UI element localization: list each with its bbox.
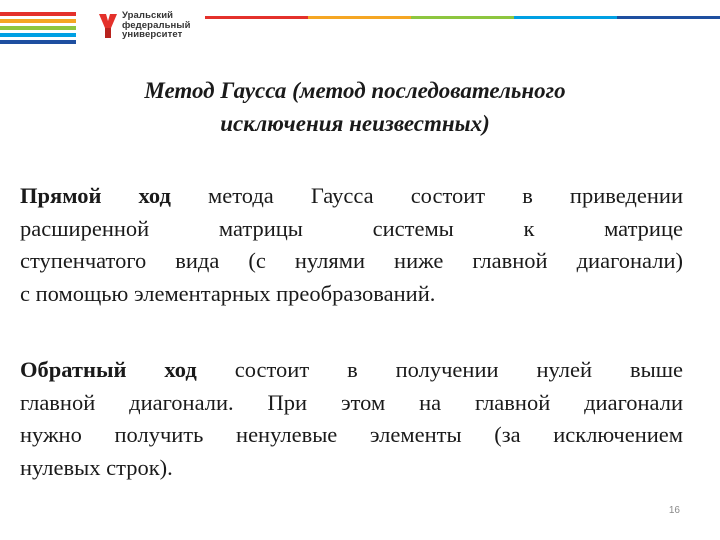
brand-stripe xyxy=(0,40,76,44)
slide-number: 16 xyxy=(668,505,680,516)
university-name xyxy=(122,11,191,40)
brand-bar-segment xyxy=(205,16,308,19)
brand-stripe xyxy=(0,19,76,23)
paragraph-line: нужно получить ненулевые элементы (за исключением xyxy=(20,422,683,447)
brand-bar-segment xyxy=(308,16,411,19)
brand-bar-segment xyxy=(617,16,720,19)
paragraph-line: главной диагонали. При этом на главной диагонали xyxy=(20,389,683,415)
term-forward-pass: Прямой ход xyxy=(20,183,171,208)
paragraph-line: нулевых строк). xyxy=(20,454,173,480)
brand-stripes xyxy=(0,12,76,47)
urfu-logo-icon xyxy=(98,13,118,39)
paragraph-line xyxy=(20,354,683,387)
logo-line: университет xyxy=(122,29,183,40)
logo-line: Уральский xyxy=(122,10,174,21)
term-backward-pass: Обратный ход xyxy=(20,357,197,382)
paragraph-text: состоит в получении нулей выше xyxy=(196,357,684,382)
brand-color-bar xyxy=(205,16,720,19)
slide-title xyxy=(40,74,670,140)
paragraph-line xyxy=(20,180,683,213)
paragraph-text: метода Гаусса состоит в приведении xyxy=(170,183,683,208)
backward-pass-paragraph xyxy=(20,354,683,484)
brand-stripe xyxy=(0,12,76,16)
paragraph-line: с помощью элементарных преобразований. xyxy=(20,280,436,306)
paragraph-line: расширенной матрицы системы к матрице xyxy=(20,215,683,241)
brand-stripe xyxy=(0,33,76,37)
brand-bar-segment xyxy=(514,16,617,19)
title-line: Метод Гаусса (метод последовательного xyxy=(144,78,566,103)
title-line: исключения неизвестных) xyxy=(220,111,490,136)
forward-pass-paragraph xyxy=(20,180,683,310)
brand-stripe xyxy=(0,26,76,30)
logo-line: федеральный xyxy=(122,19,191,31)
slide-header xyxy=(0,0,720,48)
brand-bar-segment xyxy=(411,16,514,19)
paragraph-line: ступенчатого вида (с нулями ниже главной диагонали) xyxy=(20,248,683,273)
